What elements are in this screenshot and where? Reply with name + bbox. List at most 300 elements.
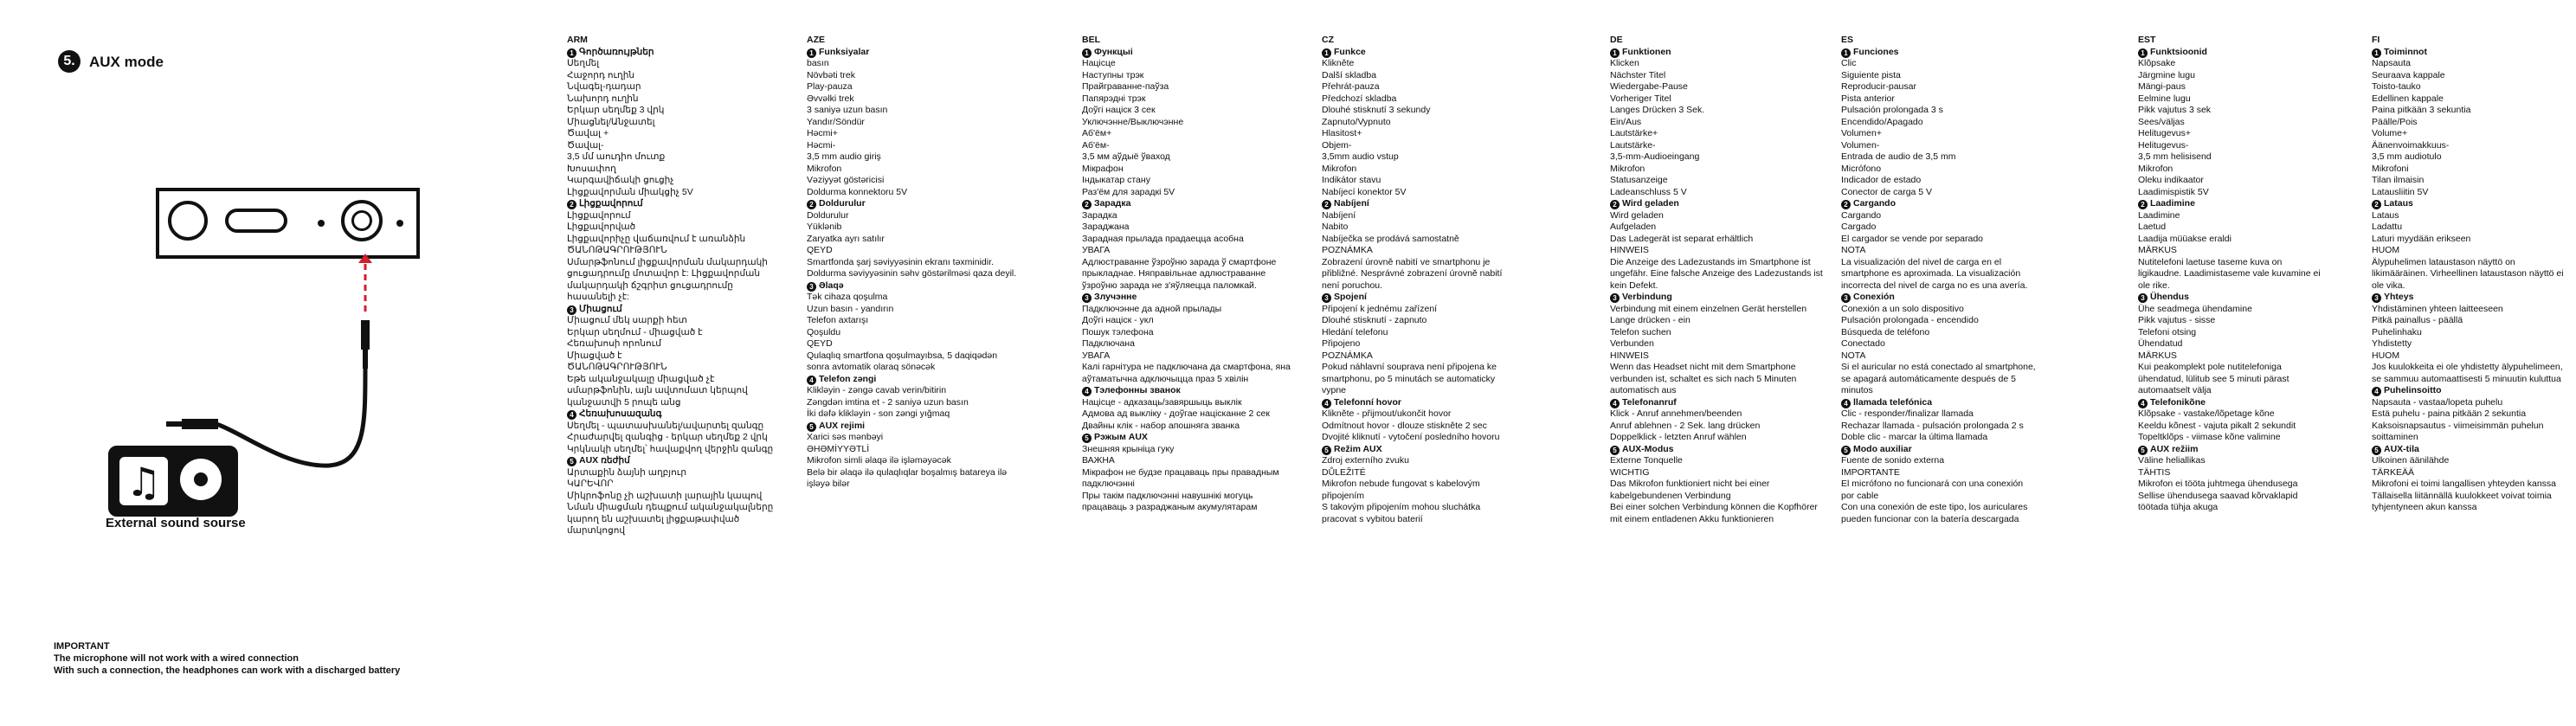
instruction-line: Раз'ём для зарадкі 5V	[1082, 186, 1175, 197]
instruction-line: Älypuhelimen lataustason näyttö on	[2372, 256, 2515, 267]
section-number-badge: 2	[807, 200, 816, 209]
instruction-line: se apagará automáticamente después de 5	[1841, 373, 2016, 384]
instruction-line: Napsauta	[2372, 58, 2411, 68]
instruction-line: Խոսափող	[567, 163, 616, 174]
instruction-line: Xarici səs mənbəyi	[807, 432, 884, 442]
instruction-line: připojením	[1322, 490, 1365, 501]
audio-cable-line	[216, 369, 365, 466]
instruction-line: Lautstärke-	[1610, 139, 1656, 151]
section-heading: 1 Funktionen	[1610, 47, 1837, 59]
instruction-line: Սեղմել - պատասխանել/ավարտել զանգը	[567, 420, 764, 431]
instruction-line: Pulsación prolongada 3 s	[1841, 105, 1943, 115]
instruction-line: Nabíjecí konektor 5V	[1322, 186, 1407, 197]
section-number-badge: 5	[807, 422, 816, 432]
instruction-line: Sellise ühendusega saavad kõrvaklapid	[2138, 490, 2298, 501]
section-heading: 3 Spojení	[1322, 292, 1549, 304]
instruction-line: Həcmi+	[807, 128, 838, 138]
section-number-badge: 5	[2372, 446, 2381, 455]
instruction-line: Двайны клік - набор апошняга званка	[1082, 420, 1240, 431]
instruction-line: pracovat s vybitou baterií	[1322, 513, 1423, 524]
instruction-line: Հաջորդ ուղին	[567, 69, 635, 80]
instruction-line: Keeldu kõnest - vajuta pikalt 2 sekundit	[2138, 420, 2296, 431]
instruction-line: Mikrofon nebude fungovat s kabelovým	[1322, 479, 1480, 489]
instruction-line: por cable	[1841, 490, 1879, 501]
instruction-line: Entrada de audio de 3,5 mm	[1841, 151, 1956, 162]
instruction-line: Kui peakomplekt pole nutitelefoniga	[2138, 362, 2282, 372]
instruction-line: incorrecta del nivel de carga no es una avería.	[1841, 279, 2028, 291]
instruction-line: Conexión a un solo dispositivo	[1841, 303, 1964, 314]
section-number-badge: 2	[2138, 200, 2148, 209]
instruction-line: Доўгі націск - укл	[1082, 315, 1154, 325]
instruction-line: Micrófono	[1841, 163, 1882, 174]
instruction-line: аўтаматычна адключыцца праз 5 хвілін	[1082, 373, 1249, 384]
headphone-device-illustration	[156, 188, 420, 259]
instruction-line: Аб'ём-	[1082, 139, 1110, 151]
instruction-line: Indikátor stavu	[1322, 175, 1381, 185]
instruction-line: Play-pauza	[807, 81, 853, 92]
power-button-icon	[168, 201, 208, 241]
instruction-line: sonra avtomatik olaraq sönəcək	[807, 362, 936, 372]
instruction-line: Laadimispistik 5V	[2138, 186, 2209, 197]
instruction-line: Päälle/Pois	[2372, 116, 2418, 127]
instruction-line: Qoşuldu	[807, 326, 841, 337]
instruction-line: Objem-	[1322, 139, 1352, 151]
instruction-line: QEYD	[807, 245, 833, 255]
section-heading: 4 Հեռախոսազանգ	[567, 408, 794, 421]
instruction-line: Папярэдні трэк	[1082, 93, 1146, 104]
instruction-line: Volumen-	[1841, 139, 1880, 151]
instruction-line: Puhelinhaku	[2372, 326, 2422, 337]
microphone-dot-icon	[318, 220, 325, 227]
status-led-icon	[396, 220, 403, 227]
language-column-de	[1610, 35, 1837, 525]
instruction-line: Адлюстраванне ўзроўню зарада ў смартфоне	[1082, 256, 1277, 267]
instruction-line: Mängi-paus	[2138, 81, 2186, 92]
instruction-line: Пошук тэлефона	[1082, 326, 1154, 337]
instruction-line: Bei einer solchen Verbindung können die Kopfhörer	[1610, 502, 1818, 512]
instruction-line: Laetud	[2138, 222, 2167, 232]
notice-title: IMPORTANT	[54, 641, 110, 652]
section-heading: 4 Telefon zəngi	[807, 374, 1034, 386]
step-number-badge: 5.	[58, 50, 80, 73]
instruction-line: Միացում մեկ սարքի հետ	[567, 315, 687, 325]
instruction-line: Con una conexión de este tipo, los auriculares	[1841, 502, 2028, 512]
instruction-line: մարտկոցով	[567, 525, 626, 536]
instruction-line: basın	[807, 58, 829, 68]
section-number-badge: 2	[567, 200, 576, 209]
instruction-line: Yhdistetty	[2372, 338, 2412, 349]
instruction-line: УВАГА	[1082, 350, 1111, 361]
notice-line-1: The microphone will not work with a wired connection	[54, 653, 299, 664]
instruction-line: Připojení k jednému zařízení	[1322, 303, 1438, 314]
instruction-line: HINWEIS	[1610, 245, 1649, 255]
section-number-badge: 3	[1610, 293, 1620, 303]
instruction-line: Toisto-tauko	[2372, 81, 2421, 92]
instruction-line: DŮLEŽITÉ	[1322, 466, 1366, 478]
instruction-line: 3,5mm audio vstup	[1322, 151, 1399, 162]
instruction-line: Zaryatka ayrı satılır	[807, 233, 885, 244]
instruction-line: Helitugevus-	[2138, 139, 2189, 151]
instruction-line: 3,5 мм аўдыё ўваход	[1082, 151, 1170, 162]
section-heading: 2 Зарадка	[1082, 198, 1309, 210]
instruction-line: Laadimine	[2138, 209, 2180, 221]
instruction-line: Zapnuto/Vypnuto	[1322, 116, 1391, 127]
instruction-line: NOTA	[1841, 245, 1866, 255]
instruction-line: Адмова ад выкліку - доўгае націсканне 2 сек	[1082, 408, 1270, 419]
instruction-line: Laadija müüakse eraldi	[2138, 233, 2231, 244]
instruction-line: minutos	[1841, 385, 1873, 395]
instruction-line: Připojeno	[1322, 338, 1361, 349]
instruction-line: Oleku indikaator	[2138, 175, 2204, 185]
instruction-line: Zdroj externího zvuku	[1322, 455, 1409, 466]
instruction-line: Telefon axtarışı	[807, 315, 869, 325]
instruction-line: Zəngdən imtina et - 2 saniyə uzun basın	[807, 396, 969, 408]
instruction-line: Nabíječka se prodává samostatně	[1322, 233, 1459, 244]
instruction-line: Další skladba	[1322, 69, 1377, 80]
instruction-line: ԿԱՐԵՎՈՐ	[567, 479, 614, 489]
instruction-line: Sees/väljas	[2138, 116, 2185, 127]
instruction-line: Հրաժարվել զանգից - երկար սեղմեք 2 վրկ	[567, 432, 768, 442]
section-heading: 3 Conexión	[1841, 292, 2068, 304]
section-heading: 5 Рэжым AUX	[1082, 432, 1309, 444]
section-heading: 3 Ühendus	[2138, 292, 2365, 304]
instruction-line: Зарадка	[1082, 209, 1117, 221]
section-heading: 5 AUX-tila	[2372, 444, 2576, 456]
instruction-line: HUOM	[2372, 245, 2400, 255]
instruction-line: Uzun basın - yandırın	[807, 303, 894, 314]
instruction-line: ցուցադրումը մոտավոր է: Լիցքավորման	[567, 268, 761, 279]
section-heading: 4 Telefonikõne	[2138, 397, 2365, 409]
instruction-line: MÄRKUS	[2138, 245, 2177, 255]
instruction-line: Klick - Anruf annehmen/beenden	[1610, 408, 1742, 419]
section-heading: 2 Nabíjení	[1322, 198, 1549, 210]
language-code: ARM	[567, 35, 588, 45]
section-number-badge: 2	[2372, 200, 2381, 209]
language-code: DE	[1610, 35, 1623, 45]
instruction-line: Laturi myydään erikseen	[2372, 233, 2471, 244]
instruction-line: Järgmine lugu	[2138, 69, 2195, 80]
instruction-line: Nutitelefoni laetuse taseme kuva on	[2138, 256, 2283, 267]
instruction-line: Pokud náhlavní souprava není připojena ke	[1322, 362, 1497, 372]
section-number-badge: 3	[567, 305, 576, 315]
instruction-line: Lange drücken - ein	[1610, 315, 1690, 325]
instruction-line: Verbunden	[1610, 338, 1654, 349]
instruction-line: Націсце	[1082, 58, 1116, 68]
language-column-bel	[1082, 35, 1309, 514]
instruction-line: İki dəfə klikləyin - son zəngi yığmaq	[807, 408, 950, 419]
section-heading: 1 Funkce	[1322, 47, 1549, 59]
instruction-line: 3,5 մմ աուդիո մուտք	[567, 151, 666, 162]
instruction-line: Доўгі націск 3 сек	[1082, 105, 1156, 115]
instruction-line: Երկար սեղմեք 3 վրկ	[567, 105, 665, 115]
instruction-line: Знешняя крыніца гуку	[1082, 443, 1175, 454]
instruction-line: Přehrát-pauza	[1322, 81, 1380, 92]
section-number-badge: 3	[1322, 293, 1331, 303]
instruction-line: Helitugevus+	[2138, 128, 2191, 138]
instruction-line: Clic	[1841, 58, 1857, 68]
instruction-line: Paina pitkään 3 sekuntia	[2372, 105, 2471, 115]
instruction-line: ühendatud, lülitub see 5 minuti pärast	[2138, 373, 2289, 384]
instruction-line: Yandır/Söndür	[807, 116, 865, 127]
instruction-line: Növbəti trek	[807, 69, 856, 80]
instruction-line: Klikněte - přijmout/ukončit hovor	[1322, 408, 1452, 419]
instruction-line: verbunden ist, schaltet es sich nach 5 Minuten	[1610, 373, 1797, 384]
instruction-line: Doldurma konnektoru 5V	[807, 186, 908, 197]
instruction-line: Qulaqlıq smartfona qoşulmayıbsa, 5 daqiqədən	[807, 350, 998, 361]
instruction-line: Mikrofon	[2138, 163, 2174, 174]
instruction-line: přibližné. Nesprávné zobrazení úrovně nabití	[1322, 268, 1503, 279]
instruction-line: Pikk vajutus - sisse	[2138, 315, 2216, 325]
instruction-line: QEYD	[807, 338, 833, 349]
instruction-line: Volumen+	[1841, 128, 1882, 138]
instruction-line: Búsqueda de teléfono	[1841, 326, 1930, 337]
instruction-line: Լիցքավորման միակցիչ 5V	[567, 186, 693, 197]
aux-cable-illustration	[52, 251, 415, 476]
instruction-line: Nächster Titel	[1610, 69, 1666, 80]
instruction-line: Ladattu	[2372, 222, 2403, 232]
instruction-line: POZNÁMKA	[1322, 350, 1373, 361]
instruction-line: Yüklənib	[807, 222, 842, 232]
instruction-line: ole rike.	[2138, 279, 2170, 291]
section-number-badge: 2	[1082, 200, 1092, 209]
language-column-arm	[567, 35, 794, 537]
instruction-line: Pista anterior	[1841, 93, 1895, 104]
instruction-line: Fuente de sonido externa	[1841, 455, 1945, 466]
instruction-line: Նախորդ ուղին	[567, 93, 639, 104]
section-number-badge: 1	[1610, 48, 1620, 58]
instruction-line: 3,5 mm helisisend	[2138, 151, 2212, 162]
instruction-line: մակարդակի ճշգրիտ ցուցադրումը	[567, 279, 733, 291]
instruction-line: Калі гарнітура не падключана да смартфона, яна	[1082, 362, 1291, 372]
instruction-line: Dlouhé stisknutí - zapnuto	[1322, 315, 1427, 325]
instruction-line: Odmítnout hovor - dlouze stiskněte 2 sec	[1322, 420, 1487, 431]
section-number-badge: 4	[1082, 387, 1092, 396]
section-heading: 1 Գործառույթներ	[567, 47, 794, 59]
instruction-line: Lataus	[2372, 209, 2399, 221]
instruction-line: Verbindung mit einem einzelnen Gerät herstellen	[1610, 303, 1807, 314]
instruction-line: TÄRKEÄÄ	[2372, 466, 2415, 478]
instruction-line: Ծավալ +	[567, 128, 609, 138]
instruction-line: Լիցքավորում	[567, 209, 631, 221]
instruction-line: Tək cihaza qoşulma	[807, 292, 888, 302]
instruction-line: 3,5 mm audiotulo	[2372, 151, 2442, 162]
instruction-line: Hledání telefonu	[1322, 326, 1388, 337]
instruction-line: Միացնել/Անջատել	[567, 116, 655, 127]
section-number-badge: 4	[2372, 387, 2381, 396]
instruction-line: Si el auricular no está conectado al smartphone,	[1841, 362, 2036, 372]
instruction-line: Կրկնակի սեղմել՝ հավաքվող վերջին զանգը	[567, 443, 774, 454]
aux-jack-inner-icon	[351, 210, 372, 231]
section-heading: 3 Verbindung	[1610, 292, 1837, 304]
language-code: ES	[1841, 35, 1854, 45]
instruction-line: Ein/Aus	[1610, 116, 1642, 127]
instruction-line: Սմարթֆոնում լիցքավորման մակարդակի	[567, 256, 768, 267]
instruction-line: Estä puhelu - paina pitkään 2 sekuntia	[2372, 408, 2527, 419]
instruction-line: սմարթֆոնին, այն ավտոմատ կերպով	[567, 385, 748, 395]
instruction-line: Encendido/Apagado	[1841, 116, 1923, 127]
instruction-line: soittaminen	[2372, 432, 2418, 442]
instruction-line: Зараджана	[1082, 222, 1130, 232]
section-number-badge: 3	[807, 282, 816, 292]
instruction-line: Наступны трэк	[1082, 69, 1144, 80]
instruction-line: ƏHƏMİYYƏTLİ	[807, 443, 870, 454]
instruction-line: Statusanzeige	[1610, 175, 1668, 185]
language-column-fi	[2372, 35, 2576, 514]
instruction-line: tyhjentyneen akun kanssa	[2372, 502, 2477, 512]
instruction-line: Hlasitost+	[1322, 128, 1362, 138]
instruction-line: Cargado	[1841, 222, 1877, 232]
instruction-line: Lautstärke+	[1610, 128, 1658, 138]
instruction-line: Vəziyyət göstəricisi	[807, 175, 885, 185]
instruction-line: Das Ladegerät ist separat erhältlich	[1610, 233, 1754, 244]
instruction-line: Doldurma səviyyəsinin səhv göstərilməsi qaza deyil.	[807, 268, 1017, 279]
connection-arrow-head-icon	[358, 254, 372, 263]
instruction-line: Індыкатар стану	[1082, 175, 1150, 185]
section-number-badge: 3	[1841, 293, 1851, 303]
instruction-line: Əvvəlki trek	[807, 93, 854, 104]
instruction-line: Ladeanschluss 5 V	[1610, 186, 1687, 197]
instruction-line: Topeltklõps - viimase kõne valimine	[2138, 432, 2281, 442]
instruction-line: 3,5 mm audio giriş	[807, 151, 881, 162]
instruction-line: kein Defekt.	[1610, 279, 1658, 291]
instruction-line: HINWEIS	[1610, 350, 1649, 361]
section-number-badge: 2	[1841, 200, 1851, 209]
section-heading: 3 Əlaqə	[807, 280, 1034, 292]
instruction-line: ole vika.	[2372, 279, 2405, 291]
section-number-badge: 1	[2372, 48, 2381, 58]
instruction-line: Սեղմել	[567, 58, 600, 68]
instruction-line: S takovým připojením mohou sluchátka	[1322, 502, 1481, 512]
instruction-line: Klikněte	[1322, 58, 1355, 68]
instruction-line: Լիցքավորված	[567, 222, 636, 232]
music-note-icon: ♫	[119, 457, 168, 505]
instruction-line: MÄRKUS	[2138, 350, 2177, 361]
aux-jack-icon	[341, 200, 383, 241]
instruction-line: Smartfonda şarj səviyyəsinin ekranı təxminidir.	[807, 256, 994, 267]
instruction-line: Die Anzeige des Ladezustands im Smartphone ist	[1610, 256, 1811, 267]
instruction-line: Klikləyin - zəngə cavab verin/bitirin	[807, 385, 947, 395]
instruction-line: Langes Drücken 3 Sek.	[1610, 105, 1705, 115]
instruction-line: Mikrofoni	[2372, 163, 2409, 174]
section-heading: 1 Funksiyalar	[807, 47, 1034, 59]
instruction-line: Ühe seadmega ühendamine	[2138, 303, 2252, 314]
section-heading: 5 AUX rejimi	[807, 421, 1034, 433]
instruction-line: 3,5-mm-Audioeingang	[1610, 151, 1700, 162]
section-number-badge: 5	[2138, 446, 2148, 455]
instruction-line: УВАГА	[1082, 245, 1111, 255]
instruction-line: Мікрафон не будзе працаваць пры правадным	[1082, 466, 1279, 478]
instruction-line: El cargador se vende por separado	[1841, 233, 1984, 244]
instruction-line: ligikaudne. Laadimistaseme vale kuvamine ei	[2138, 268, 2321, 279]
instruction-line: Mikrofon	[1322, 163, 1357, 174]
section-number-badge: 4	[807, 376, 816, 385]
instruction-line: automaatselt välja	[2138, 385, 2212, 395]
section-heading: 2 Wird geladen	[1610, 198, 1837, 210]
instruction-line: 3 saniyə uzun basın	[807, 105, 888, 115]
section-number-badge: 1	[1841, 48, 1851, 58]
instruction-line: Dvojité kliknutí - vytočení posledního hovoru	[1322, 432, 1500, 442]
section-heading: 4 Telefonní hovor	[1322, 397, 1549, 409]
instruction-line: töötada tühja akuga	[2138, 502, 2219, 512]
instruction-line: Pikk vajutus 3 sek	[2138, 105, 2212, 115]
section-number-badge: 5	[1082, 434, 1092, 443]
instruction-line: Ühendatud	[2138, 338, 2183, 349]
instruction-line: Edellinen kappale	[2372, 93, 2444, 104]
instruction-line: Націсце - адказаць/завяршыць выклік	[1082, 396, 1242, 408]
instruction-line: Мікрафон	[1082, 163, 1124, 174]
section-heading: 5 AUX-Modus	[1610, 444, 1837, 456]
language-column-cz	[1322, 35, 1549, 525]
language-column-es	[1841, 35, 2068, 525]
instruction-line: Уключэнне/Выключэнне	[1082, 116, 1184, 127]
instruction-line: Միկրոֆոնը չի աշխատի լարային կապով	[567, 490, 763, 501]
section-number-badge: 3	[1082, 293, 1092, 303]
instruction-line: Conectado	[1841, 338, 1885, 349]
section-number-badge: 4	[1322, 399, 1331, 408]
section-number-badge: 4	[1610, 399, 1620, 408]
section-title: AUX mode	[89, 54, 164, 70]
charging-port-icon	[225, 209, 287, 233]
language-code: AZE	[807, 35, 825, 45]
section-number-badge: 4	[567, 410, 576, 420]
instruction-line: Kaksoisnapsautus - viimeisimmän puhelun	[2372, 420, 2544, 431]
instruction-line: automatisch aus	[1610, 385, 1677, 395]
instruction-line: Siguiente pista	[1841, 69, 1901, 80]
instruction-line: IMPORTANTE	[1841, 466, 1900, 478]
instruction-line: ungefähr. Eine falsche Anzeige des Ladezustands ist	[1610, 268, 1823, 279]
instruction-line: Падключэнне да адной прылады	[1082, 303, 1222, 314]
instruction-line: Նման միացման դեպքում ականջակալները	[567, 502, 774, 512]
instruction-line: Klõpsake - vastake/lõpetage kõne	[2138, 408, 2275, 419]
instruction-line: Mikrofon ei tööta juhtmega ühendusega	[2138, 479, 2298, 489]
instruction-line: Прайграванне-паўза	[1082, 81, 1169, 92]
instruction-line: працаваць з разраджаным акумулятарам	[1082, 502, 1258, 512]
instruction-line: Mikrofon	[807, 163, 842, 174]
section-number-badge: 5	[1841, 446, 1851, 455]
section-number-badge: 5	[567, 457, 576, 466]
instruction-line: Пры такім падключэнні навушнікі могуць	[1082, 490, 1253, 501]
language-column-est	[2138, 35, 2365, 514]
section-heading: 4 llamada telefónica	[1841, 397, 2068, 409]
instruction-line: ўзроўню зарада не з'яўляецца паломкай.	[1082, 279, 1257, 291]
instruction-line: Napsauta - vastaa/lopeta puhelu	[2372, 396, 2503, 408]
section-heading: 5 AUX režiim	[2138, 444, 2365, 456]
jack-plug-icon	[361, 320, 370, 350]
instruction-line: Jos kuulokkeita ei ole yhdistetty älypuhelimeen,	[2372, 362, 2563, 372]
instruction-line: smartphone es aproximada. La visualización	[1841, 268, 2021, 279]
instruction-line: TÄHTIS	[2138, 466, 2171, 478]
instruction-line: Doble clic - marcar la última llamada	[1841, 432, 1988, 442]
instruction-line: Միացված է	[567, 350, 622, 361]
instruction-line: Wird geladen	[1610, 209, 1664, 221]
section-number-badge: 1	[807, 48, 816, 58]
instruction-line: ВАЖНА	[1082, 455, 1115, 466]
instruction-line: vypne	[1322, 385, 1347, 395]
instruction-line: հասանելի չէ:	[567, 292, 630, 302]
section-heading: 5 Modo auxiliar	[1841, 444, 2068, 456]
section-number-badge: 4	[1841, 399, 1851, 408]
instruction-line: Mikrofon	[1610, 163, 1645, 174]
instruction-line: Äänenvoimakkuus-	[2372, 139, 2450, 151]
instruction-line: kabelgebundenen Verbindung	[1610, 490, 1731, 501]
instruction-line: Երկար սեղմում - միացված է	[567, 326, 703, 337]
instruction-line: Tällaisella liitännällä kuulokkeet voivat toimia	[2372, 490, 2552, 501]
section-number-badge: 1	[2138, 48, 2148, 58]
section-number-badge: 1	[567, 48, 576, 58]
player-wheel-icon	[180, 459, 222, 500]
instruction-line: Pulsación prolongada - encendido	[1841, 315, 1979, 325]
instruction-line: Doldurulur	[807, 209, 849, 221]
